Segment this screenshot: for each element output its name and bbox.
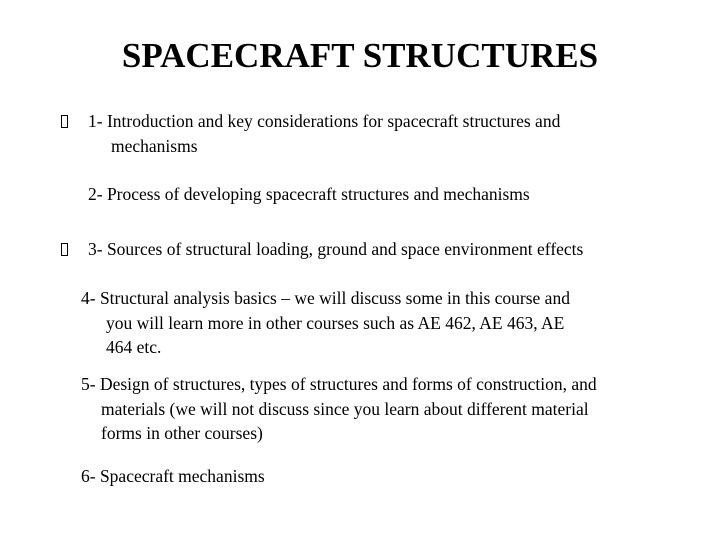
item-5-line-2: materials (we will not discuss since you learn about different material [101,399,589,419]
item-1-line-2: mechanisms [111,136,198,156]
slide-title: SPACECRAFT STRUCTURES [121,36,599,75]
bullet-icon [61,115,68,128]
bullet-icon [61,243,68,256]
item-1-line-1: 1- Introduction and key considerations for spacecraft structures and [88,111,561,131]
item-6-line-1: 6- Spacecraft mechanisms [81,466,265,486]
item-4-line-3: 464 etc. [106,337,162,357]
item-5-line-3: forms in other courses) [101,423,263,443]
item-3-line-1: 3- Sources of structural loading, ground and space environment effects [88,239,584,259]
item-4-line-1: 4- Structural analysis basics – we will discuss some in this course and [81,288,570,308]
item-2-line-1: 2- Process of developing spacecraft structures and mechanisms [88,184,530,204]
item-4-line-2: you will learn more in other courses such as AE 462, AE 463, AE [106,313,565,333]
item-5-line-1: 5- Design of structures, types of structures and forms of construction, and [81,374,597,394]
